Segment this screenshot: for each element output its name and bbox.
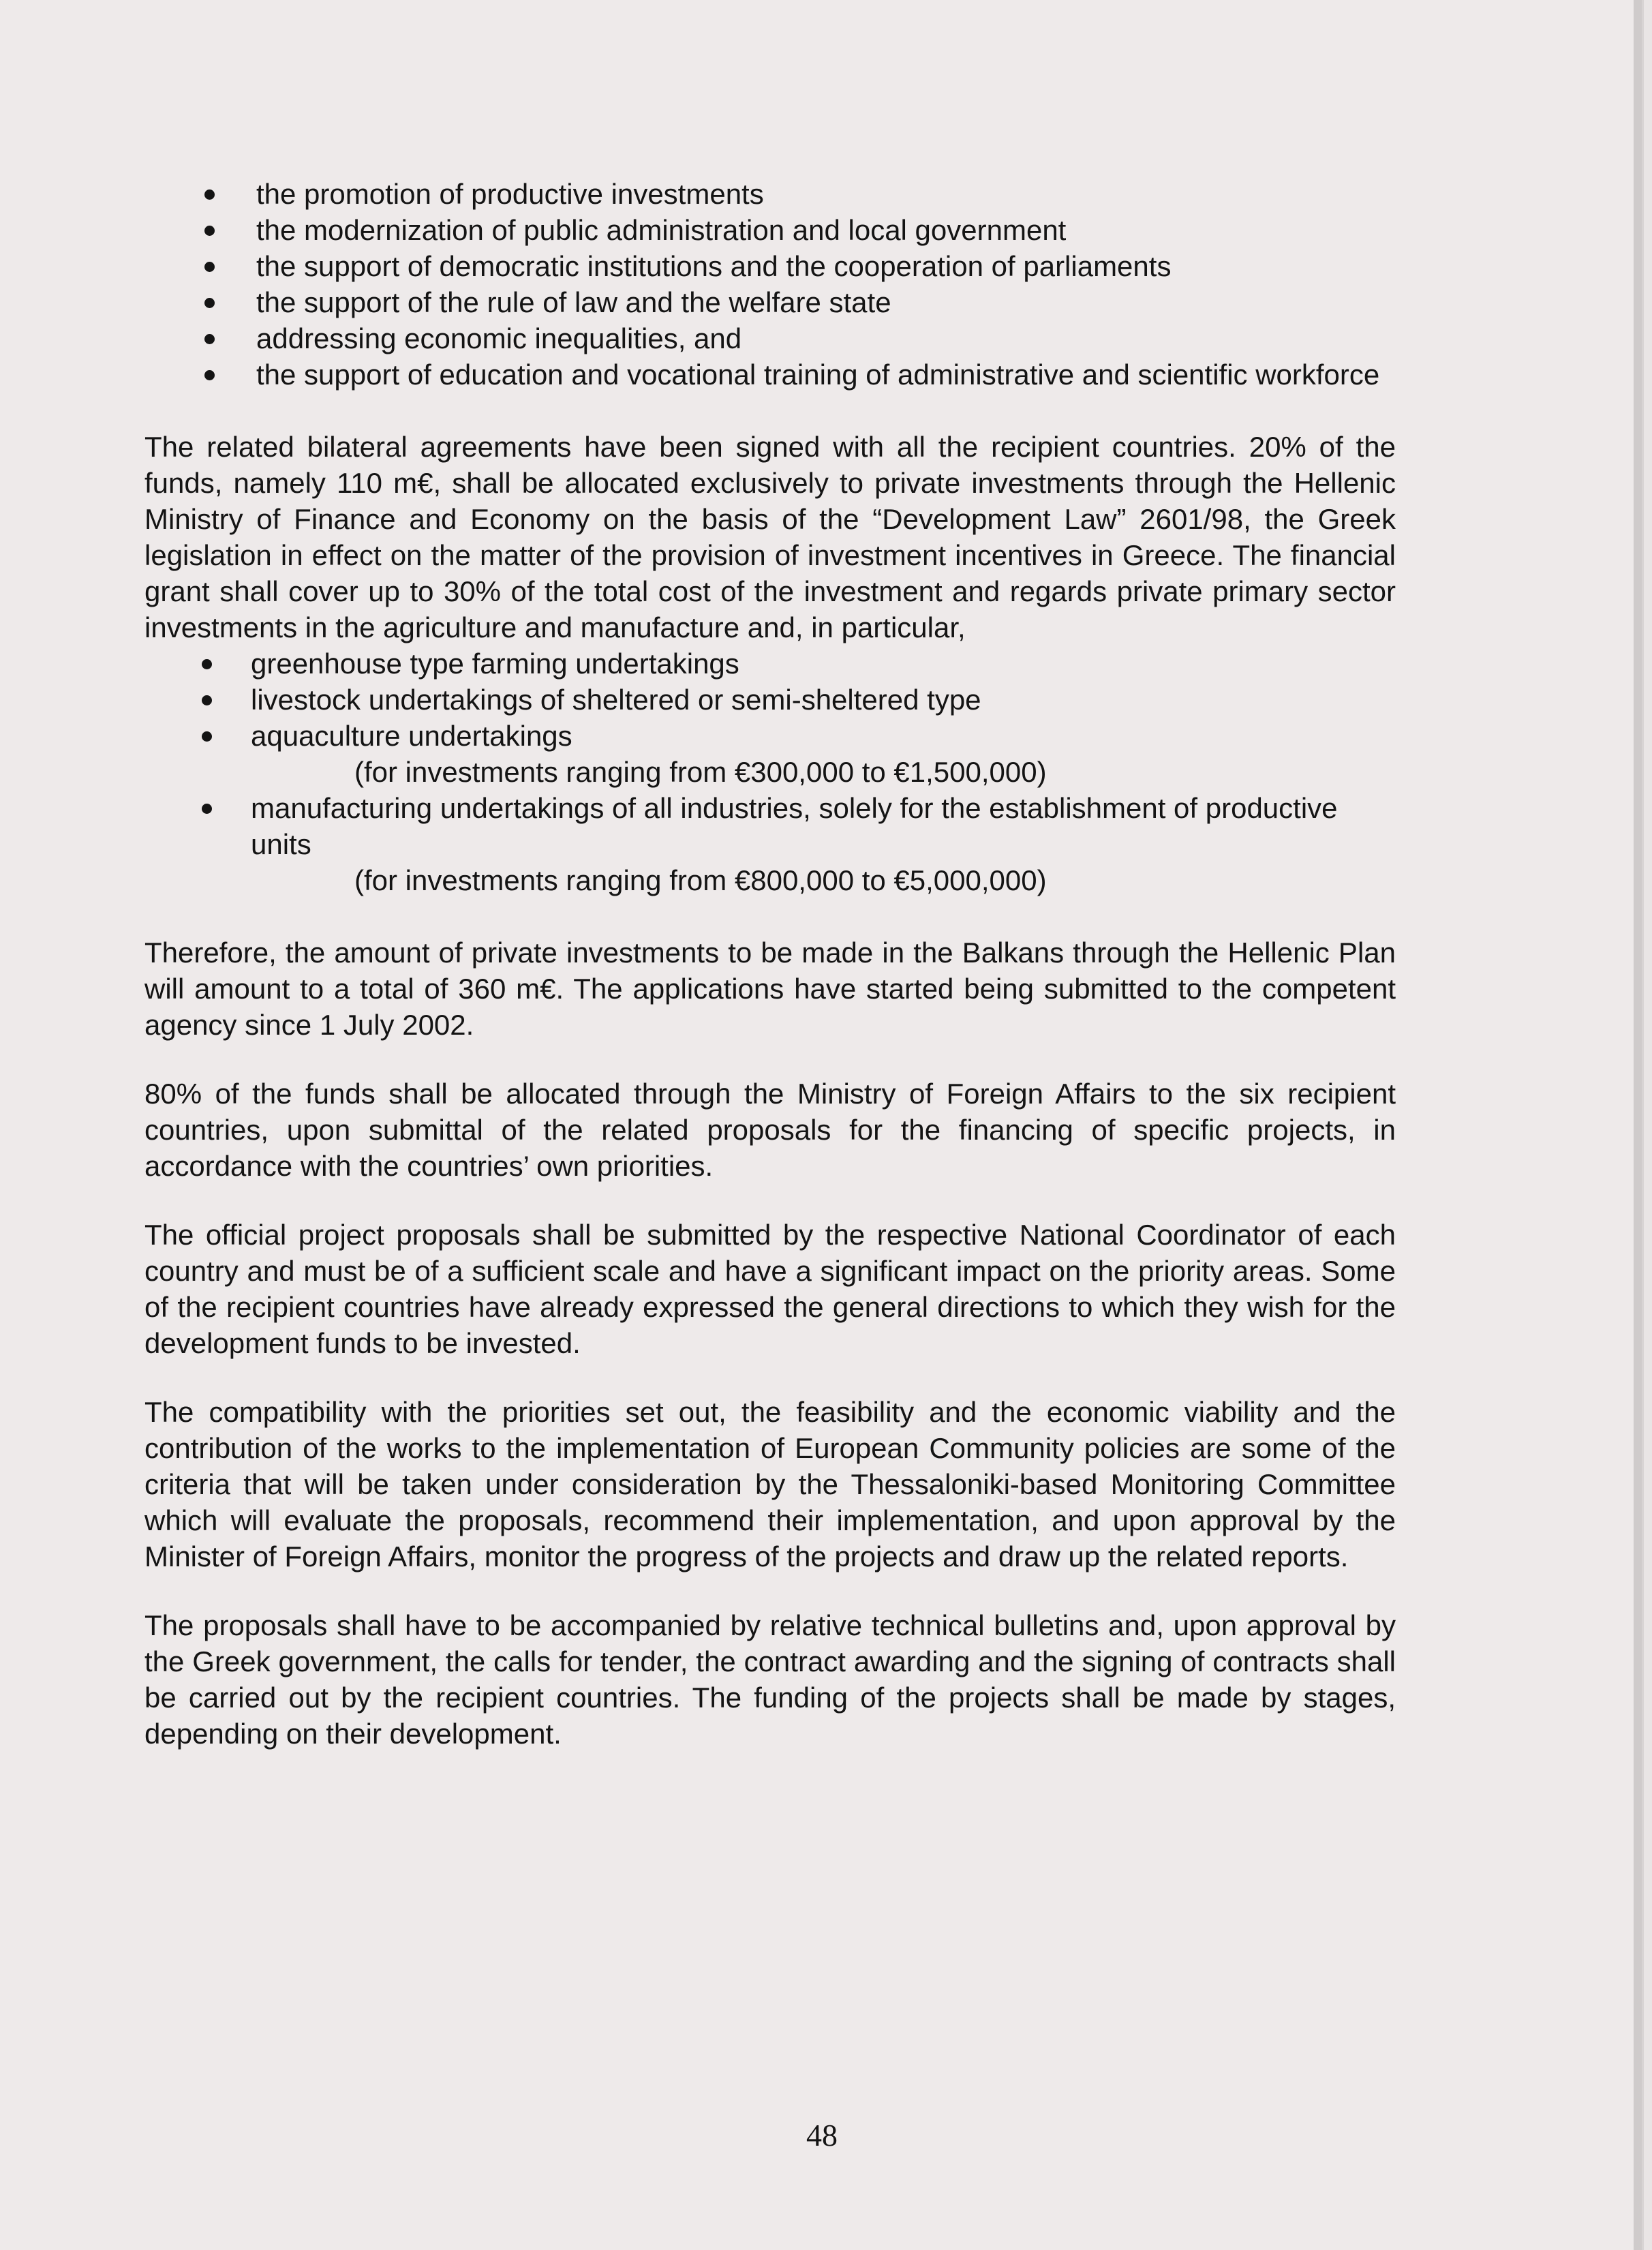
paragraph-private-investments: Therefore, the amount of private investments to be made in the Balkans through the Hellenic Plan will amount to a total of 360 m€. The applications have started being submitted to the competent agency since 1 July 2002. <box>144 937 1396 1041</box>
list-item-text: the support of the rule of law and the welfare state <box>256 286 891 318</box>
objectives-list <box>144 176 1396 393</box>
list-item <box>144 718 1396 754</box>
paragraph-tender-process: The proposals shall have to be accompanied by relative technical bulletins and, upon approval by the Greek government, the calls for tender, the contract awarding and the signing of contracts shall be carried out by the recipient countries. The funding of the projects shall be made by stages, depending on their development. <box>144 1609 1396 1750</box>
list-item-text: the promotion of productive investments <box>256 178 764 210</box>
list-item <box>144 212 1396 248</box>
bullet-icon <box>204 298 215 308</box>
bullet-icon <box>202 659 212 669</box>
list-item-text: aquaculture undertakings <box>251 720 572 752</box>
list-item <box>144 284 1396 320</box>
bullet-icon <box>204 226 215 236</box>
undertakings-list <box>144 645 1396 754</box>
bullet-icon <box>202 731 212 742</box>
investment-range-note: (for investments ranging from €800,000 to €5,000,000) <box>354 864 1047 896</box>
list-item <box>144 645 1396 682</box>
list-item <box>144 682 1396 718</box>
list-item <box>144 248 1396 284</box>
bullet-icon <box>204 262 215 272</box>
paragraph-criteria: The compatibility with the priorities set out, the feasibility and the economic viability and the contribution of the works to the implementation of European Community policies are some of the criteria that will be taken under consideration by the Thessaloniki-based Monitoring Committee which will evaluate the proposals, recommend their implementation, and upon approval by the Minister of Foreign Affairs, monitor the progress of the projects and draw up the related reports. <box>144 1396 1396 1572</box>
bullet-icon <box>204 370 215 380</box>
list-item <box>144 790 1396 862</box>
bullet-icon <box>202 804 212 814</box>
list-item-text: manufacturing undertakings of all industries, solely for the establishment of productive units <box>251 792 1338 860</box>
paragraph-project-proposals: The official project proposals shall be submitted by the respective National Coordinator of each country and must be of a sufficient scale and have a significant impact on the priority areas. Some of the recipient countries have already expressed the general directions to which they wish for the development funds to be invested. <box>144 1219 1396 1359</box>
paragraph-bilateral-agreements: The related bilateral agreements have been signed with all the recipient countries. 20% of the funds, namely 110 m€, shall be allocated exclusively to private investments through the Hellenic Ministry of Finance and Economy on the basis of the “Development Law” 2601/98, the Greek legislation in effect on the matter of the provision of investment incentives in Greece. The financial grant shall cover up to 30% of the total cost of the investment and regards private primary sector investments in the agriculture and manufacture and, in particular, <box>144 431 1396 643</box>
page-content <box>144 176 1396 1752</box>
manufacturing-list <box>144 790 1396 862</box>
list-item-text: the support of democratic institutions and the cooperation of parliaments <box>256 250 1172 282</box>
page-number: 48 <box>806 2118 838 2153</box>
page-edge-shadow <box>1634 0 1642 2250</box>
list-item-text: greenhouse type farming undertakings <box>251 648 739 680</box>
list-item <box>144 176 1396 212</box>
list-item <box>144 320 1396 356</box>
list-item-text: the support of education and vocational training of administrative and scientific workforce <box>256 359 1380 391</box>
paragraph-funds-allocation: 80% of the funds shall be allocated through the Ministry of Foreign Affairs to the six recipient countries, upon submittal of the related proposals for the financing of specific projects, in accordance with the countries’ own priorities. <box>144 1078 1396 1182</box>
list-item <box>144 356 1396 393</box>
bullet-icon <box>204 334 215 344</box>
investment-range-note: (for investments ranging from €300,000 to €1,500,000) <box>354 756 1047 788</box>
bullet-icon <box>204 189 215 200</box>
list-item-text: livestock undertakings of sheltered or semi-sheltered type <box>251 684 981 716</box>
list-item-text: the modernization of public administration and local government <box>256 214 1067 246</box>
bullet-icon <box>202 695 212 705</box>
list-item-text: addressing economic inequalities, and <box>256 322 742 354</box>
